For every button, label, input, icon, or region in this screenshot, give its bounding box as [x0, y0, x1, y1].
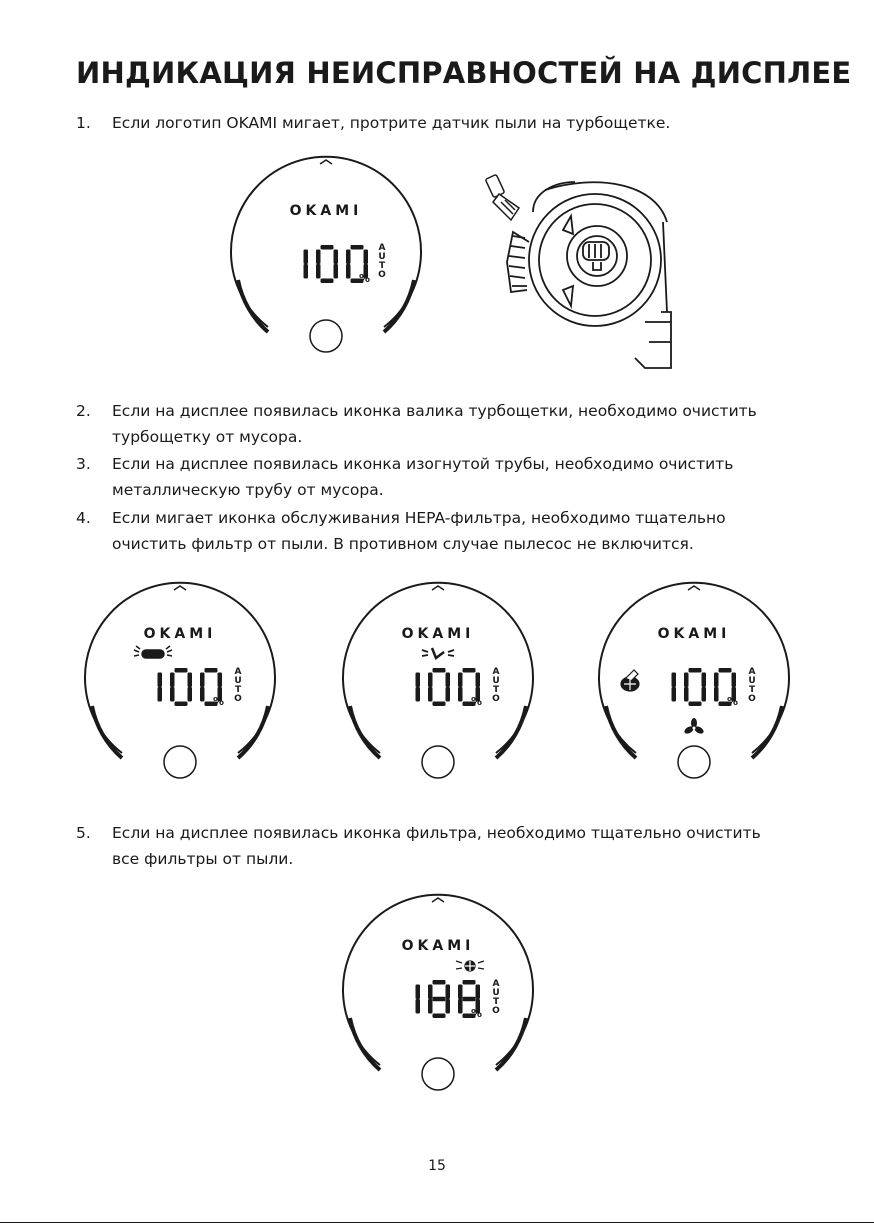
svg-text:O: O: [748, 694, 756, 704]
seven-segment-digit: [158, 673, 163, 702]
segment-b: [334, 250, 339, 265]
footer-rule: [0, 1222, 874, 1223]
lcd-display-1: [228, 160, 424, 360]
percent-unit: %: [471, 695, 483, 708]
segment-e: [458, 687, 463, 702]
svg-text:A: A: [492, 667, 500, 677]
segment-b: [702, 673, 707, 688]
segment-e: [428, 687, 433, 702]
item-number: 4.: [76, 509, 91, 527]
svg-text:A: A: [378, 243, 386, 253]
svg-text:A: A: [492, 979, 500, 989]
cleaning-brush-icon: [485, 174, 519, 220]
item-text: Если на дисплее появилась иконка изогнутой трубы, необходимо очистить: [112, 455, 734, 473]
segment-f: [458, 985, 463, 1000]
segment-e: [458, 999, 463, 1014]
segment-a: [463, 980, 476, 985]
segment-f: [714, 673, 719, 688]
segment-c: [446, 687, 451, 702]
item-text: Если на дисплее появилась иконка валика турбощетки, необходимо очистить: [112, 402, 757, 420]
segment-f: [200, 673, 205, 688]
segment-d: [321, 279, 334, 284]
roller-brush-icon: [134, 646, 172, 658]
segment-b: [158, 673, 163, 688]
segment-f: [428, 673, 433, 688]
segment-d: [175, 702, 188, 707]
lcd-display-3: [340, 586, 536, 786]
svg-text:O: O: [378, 270, 386, 280]
segment-b: [416, 985, 421, 1000]
svg-text:T: T: [748, 685, 756, 695]
segment-a: [433, 668, 446, 673]
segment-g: [463, 997, 476, 1002]
item-number: 3.: [76, 455, 91, 473]
segment-a: [205, 668, 218, 673]
lcd-display-4: [596, 586, 792, 786]
svg-text:U: U: [234, 676, 242, 686]
seven-segment-digit: [672, 673, 677, 702]
item-number: 1.: [76, 114, 91, 132]
hepa-filter-icon: [621, 670, 639, 691]
svg-text:U: U: [378, 252, 386, 262]
item-text: Если на дисплее появилась иконка фильтра, необходимо тщательно очистить: [112, 824, 761, 842]
item-text-continued: все фильтры от пыли.: [112, 850, 294, 868]
segment-c: [702, 687, 707, 702]
segment-a: [433, 980, 446, 985]
segment-e: [200, 687, 205, 702]
seven-segment-digit: [316, 245, 338, 283]
brand-logo: OKAMI: [401, 938, 475, 954]
auto-mode-indicator: [492, 979, 500, 1016]
fan-icon: [683, 718, 705, 735]
brand-logo: OKAMI: [289, 203, 363, 219]
segment-g: [433, 997, 446, 1002]
segment-c: [446, 999, 451, 1014]
segment-e: [428, 999, 433, 1014]
percent-unit: %: [213, 695, 225, 708]
svg-text:O: O: [492, 1006, 500, 1016]
auto-mode-indicator: [378, 243, 386, 280]
segment-b: [446, 985, 451, 1000]
segment-c: [416, 687, 421, 702]
segment-c: [672, 687, 677, 702]
svg-text:T: T: [492, 685, 500, 695]
brand-logo: OKAMI: [401, 626, 475, 642]
svg-text:U: U: [492, 988, 500, 998]
segment-e: [316, 264, 321, 279]
turbo-brush-dust-sensor-illustration: [485, 172, 671, 372]
segment-e: [346, 264, 351, 279]
svg-text:O: O: [234, 694, 242, 704]
segment-f: [170, 673, 175, 688]
segment-c: [334, 264, 339, 279]
item-text: Если логотип OKAMI мигает, протрите датчик пыли на турбощетке.: [112, 114, 671, 132]
brand-logo: OKAMI: [657, 626, 731, 642]
svg-text:U: U: [748, 676, 756, 686]
auto-mode-indicator: [234, 667, 242, 704]
ring-arc: [231, 157, 421, 327]
segment-f: [346, 250, 351, 265]
segment-f: [428, 985, 433, 1000]
lcd-display-2: [82, 586, 278, 786]
segment-b: [304, 250, 309, 265]
segment-a: [321, 245, 334, 250]
segment-a: [689, 668, 702, 673]
segment-b: [416, 673, 421, 688]
page-number: 15: [428, 1158, 446, 1174]
svg-text:T: T: [378, 261, 386, 271]
seven-segment-digit: [304, 250, 309, 279]
item-number: 2.: [76, 402, 91, 420]
auto-mode-indicator: [492, 667, 500, 704]
seven-segment-digit: [416, 985, 421, 1014]
seven-segment-digit: [170, 668, 192, 706]
svg-text:T: T: [234, 685, 242, 695]
segment-a: [175, 668, 188, 673]
segment-e: [714, 687, 719, 702]
segment-a: [719, 668, 732, 673]
seven-segment-digit: [416, 673, 421, 702]
item-text-continued: турбощетку от мусора.: [112, 428, 303, 446]
segment-b: [218, 673, 223, 688]
bent-tube-icon: [422, 648, 454, 658]
segment-b: [188, 673, 193, 688]
page-title: ИНДИКАЦИЯ НЕИСПРАВНОСТЕЙ НА ДИСПЛЕЕ: [76, 56, 852, 90]
seven-segment-digit: [428, 668, 450, 706]
segment-b: [446, 673, 451, 688]
filter-icon: [456, 961, 484, 971]
brand-logo: OKAMI: [143, 626, 217, 642]
segment-b: [672, 673, 677, 688]
percent-unit: %: [727, 695, 739, 708]
segment-a: [351, 245, 364, 250]
segment-f: [316, 250, 321, 265]
percent-unit: %: [471, 1007, 483, 1020]
segment-c: [304, 264, 309, 279]
svg-text:T: T: [492, 997, 500, 1007]
segment-b: [732, 673, 737, 688]
item-number: 5.: [76, 824, 91, 842]
seven-segment-digit: [428, 980, 450, 1018]
svg-text:U: U: [492, 676, 500, 686]
segment-f: [684, 673, 689, 688]
turbo-brush-housing: [507, 182, 671, 368]
segment-e: [170, 687, 175, 702]
segment-c: [416, 999, 421, 1014]
segment-b: [476, 985, 481, 1000]
item-text-continued: очистить фильтр от пыли. В противном случае пылесос не включится.: [112, 535, 694, 553]
svg-text:A: A: [748, 667, 756, 677]
auto-mode-indicator: [748, 667, 756, 704]
segment-a: [463, 668, 476, 673]
seven-segment-digit: [684, 668, 706, 706]
segment-e: [684, 687, 689, 702]
segment-d: [433, 702, 446, 707]
segment-c: [188, 687, 193, 702]
svg-text:O: O: [492, 694, 500, 704]
segment-f: [458, 673, 463, 688]
item-text: Если мигает иконка обслуживания HEPA-фильтра, необходимо тщательно: [112, 509, 726, 527]
percent-unit: %: [359, 272, 371, 285]
lcd-display-5: [340, 898, 536, 1098]
svg-text:A: A: [234, 667, 242, 677]
segment-c: [158, 687, 163, 702]
power-button-ring: [310, 320, 342, 352]
segment-b: [476, 673, 481, 688]
item-text-continued: металлическую трубу от мусора.: [112, 481, 384, 499]
segment-b: [364, 250, 369, 265]
segment-d: [689, 702, 702, 707]
segment-d: [433, 1014, 446, 1019]
